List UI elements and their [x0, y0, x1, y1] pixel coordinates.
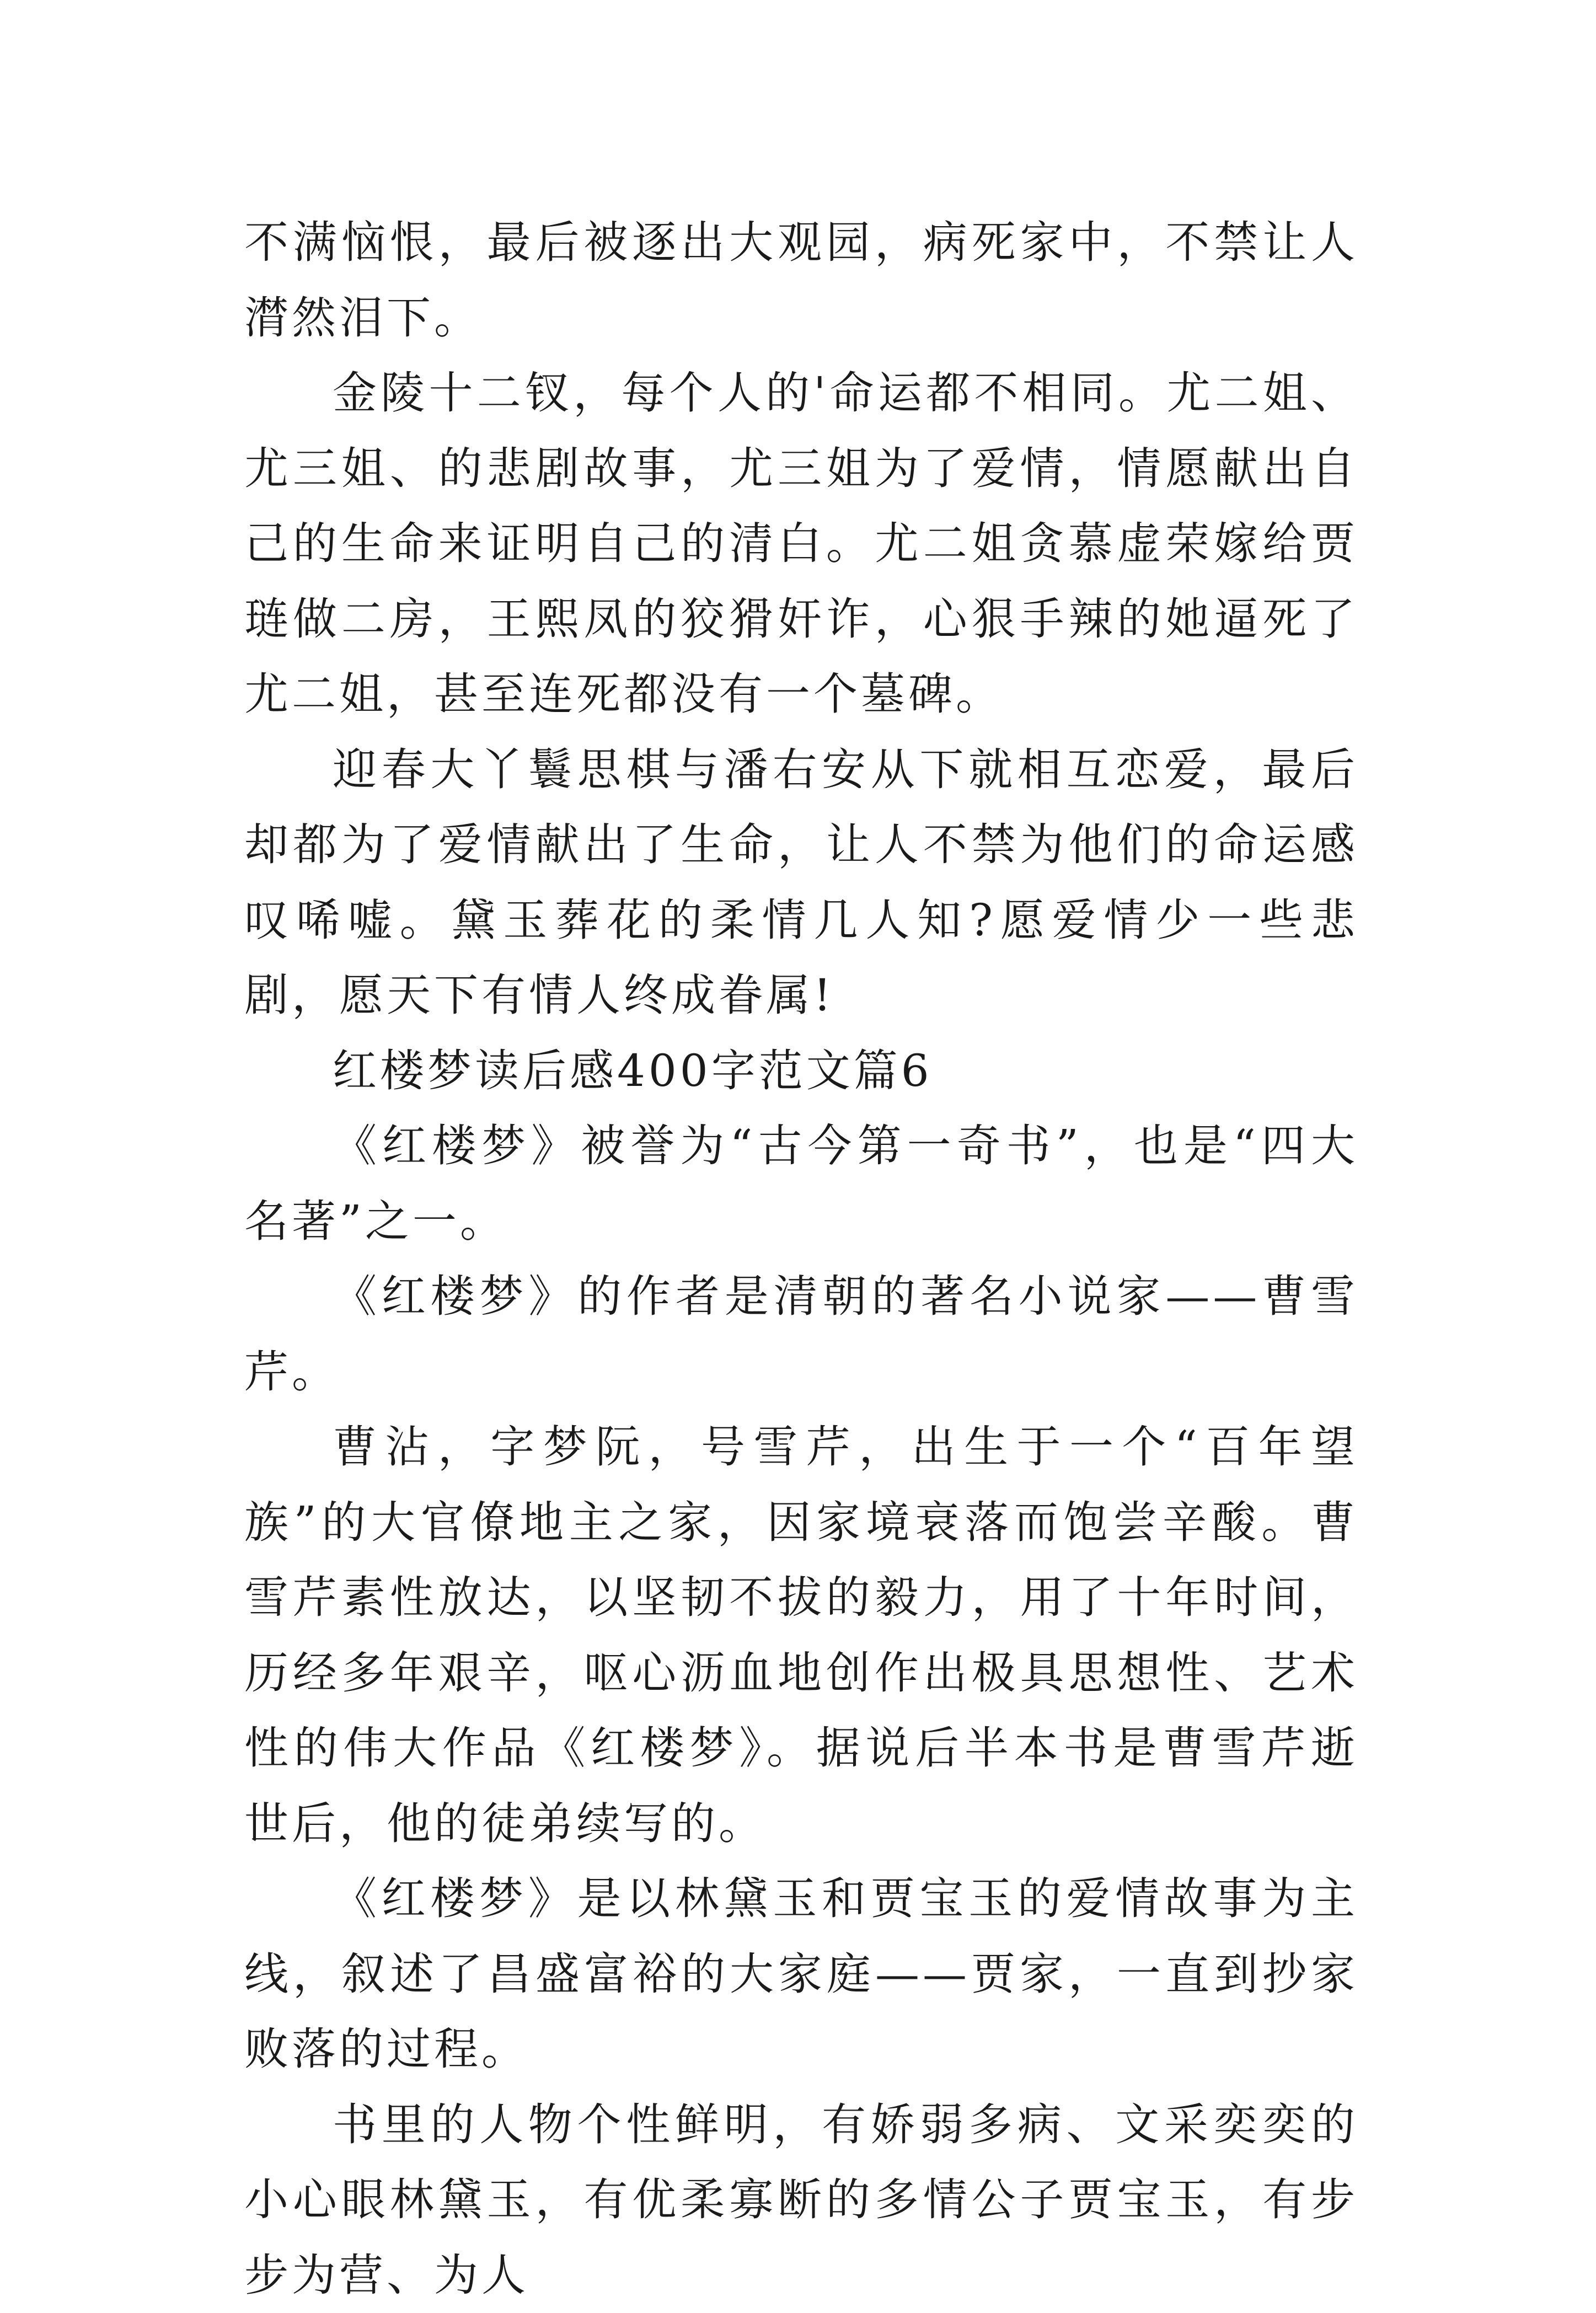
paragraph-author: 《红楼梦》的作者是清朝的著名小说家——曹雪芹。	[244, 1259, 1358, 1410]
section-heading: 红楼梦读后感400字范文篇6	[244, 1034, 1358, 1109]
paragraph-characters: 书里的人物个性鲜明，有娇弱多病、文采奕奕的小心眼林黛玉，有优柔寡断的多情公子贾宝玉，有步步为营、为人	[244, 2087, 1358, 2313]
paragraph-jinling: 金陵十二钗，每个人的'命运都不相同。尤二姐、尤三姐、的悲剧故事，尤三姐为了爱情，情愿献出自己的生命来证明自己的清白。尤二姐贪慕虚荣嫁给贾琏做二房，王熙凤的狡猾奸诈，心狠手辣的她逼死了尤二姐，甚至连死都没有一个墓碑。	[244, 356, 1358, 732]
paragraph-intro: 《红楼梦》被誉为“古今第一奇书”，也是“四大名著”之一。	[244, 1109, 1358, 1259]
paragraph-biography: 曹沾，字梦阮，号雪芹，出生于一个“百年望族”的大官僚地主之家，因家境衰落而饱尝辛酸。曹雪芹素性放达，以坚韧不拔的毅力，用了十年时间，历经多年艰辛，呕心沥血地创作出极具思想性、艺术性的伟大作品《红楼梦》。据说后半本书是曹雪芹逝世后，他的徒弟续写的。	[244, 1410, 1358, 1861]
paragraph-continued: 不满恼恨，最后被逐出大观园，病死家中，不禁让人潸然泪下。	[244, 205, 1358, 356]
paragraph-plot: 《红楼梦》是以林黛玉和贾宝玉的爱情故事为主线，叙述了昌盛富裕的大家庭——贾家，一直到抄家败落的过程。	[244, 1861, 1358, 2087]
document-body	[244, 205, 1358, 2313]
paragraph-yingchun: 迎春大丫鬟思棋与潘右安从下就相互恋爱，最后却都为了爱情献出了生命，让人不禁为他们的命运感叹唏嘘。黛玉葬花的柔情几人知?愿爱情少一些悲剧，愿天下有情人终成眷属!	[244, 732, 1358, 1034]
